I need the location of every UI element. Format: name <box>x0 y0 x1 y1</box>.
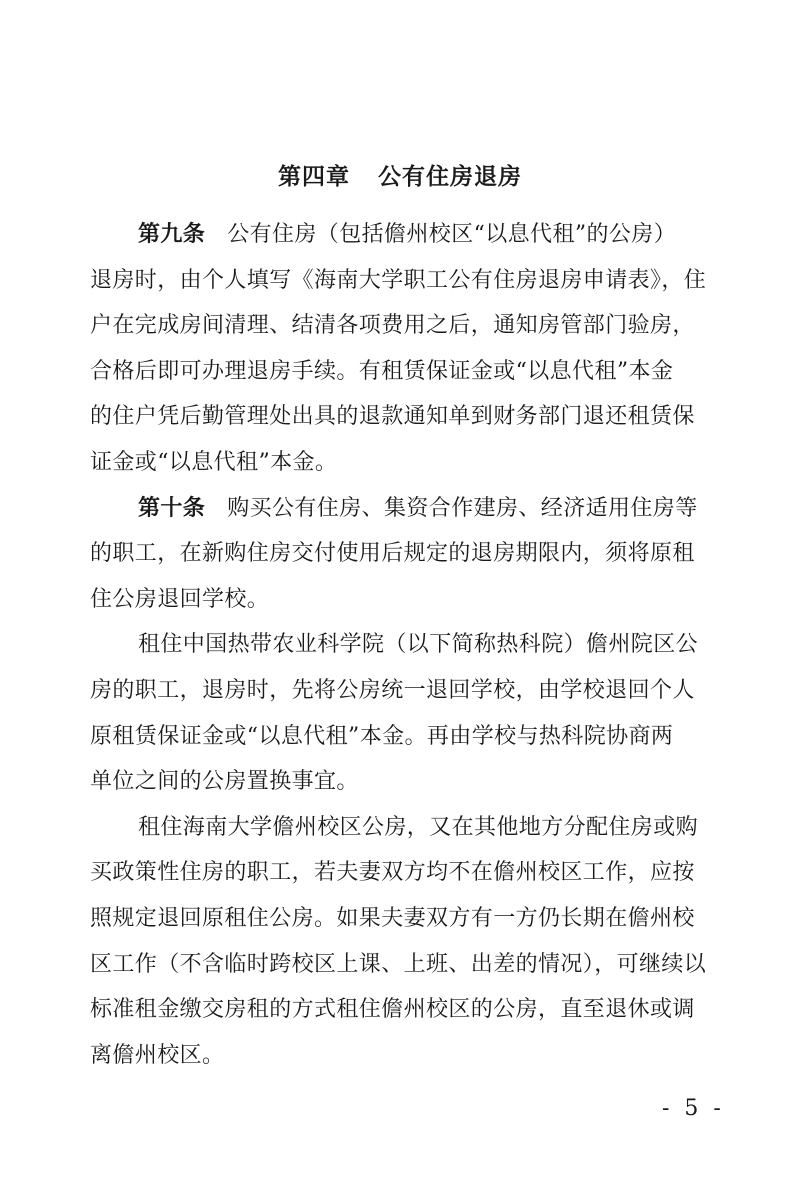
paragraph-line: 离儋州校区。 <box>90 1042 225 1068</box>
article-9 <box>90 212 730 486</box>
chapter-title: 公有住房退房 <box>378 164 522 190</box>
paragraph-line <box>90 486 730 532</box>
paragraph-line: 退房时，由个人填写《海南大学职工公有住房退房申请表》，住 <box>90 267 707 293</box>
paragraph-line: 单位之间的公房置换事宜。 <box>90 769 359 795</box>
paragraph-line: 住公房退回学校。 <box>90 586 270 612</box>
chapter-number: 第四章 <box>278 164 350 190</box>
paragraph-line: 的职工，在新购住房交付使用后规定的退房期限内，须将原租 <box>90 541 695 567</box>
paragraph-line: 房的职工，退房时，先将公房统一退回学校，由学校退回个人 <box>90 677 695 703</box>
paragraph-line: 租住海南大学儋州校区公房，又在其他地方分配住房或购 <box>138 814 699 840</box>
paragraph-text: 公有住房（包括儋州校区“以息代租”的公房） <box>227 222 677 247</box>
chapter-heading <box>0 158 800 191</box>
paragraph-line: 合格后即可办理退房手续。有租赁保证金或“以息代租”本金 <box>90 358 674 384</box>
paragraph-line: 区工作（不含临时跨校区上课、上班、出差的情况），可继续以 <box>90 951 707 977</box>
paragraph-line: 证金或“以息代租”本金。 <box>90 449 338 475</box>
paragraph-line: 租住中国热带农业科学院（以下简称热科院）儋州院区公 <box>138 632 699 658</box>
paragraph-line: 原租赁保证金或“以息代租”本金。再由学校与热科院协商两 <box>90 723 674 749</box>
paragraph-line: 标准租金缴交房租的方式租住儋州校区的公房，直至退休或调 <box>90 997 695 1023</box>
paragraph-danzhou-campus <box>90 805 730 1079</box>
paragraph-text: 购买公有住房、集资合作建房、经济适用住房等 <box>227 495 698 521</box>
paragraph-line: 的住户凭后勤管理处出具的退款通知单到财务部门退还租赁保 <box>90 404 695 430</box>
paragraph-line: 户在完成房间清理、结清各项费用之后，通知房管部门验房， <box>90 313 695 339</box>
article-label: 第十条 <box>138 495 206 521</box>
article-label: 第九条 <box>138 222 206 247</box>
paragraph-line <box>90 212 730 258</box>
paragraph-line: 买政策性住房的职工，若夫妻双方均不在儋州校区工作，应按 <box>90 860 695 886</box>
article-10 <box>90 486 730 623</box>
paragraph-line: 照规定退回原租住公房。如果夫妻双方有一方仍长期在儋州校 <box>90 905 695 931</box>
document-body <box>90 212 730 1078</box>
paragraph-tropical-academy <box>90 622 730 804</box>
page-number: - 5 - <box>662 1096 725 1121</box>
